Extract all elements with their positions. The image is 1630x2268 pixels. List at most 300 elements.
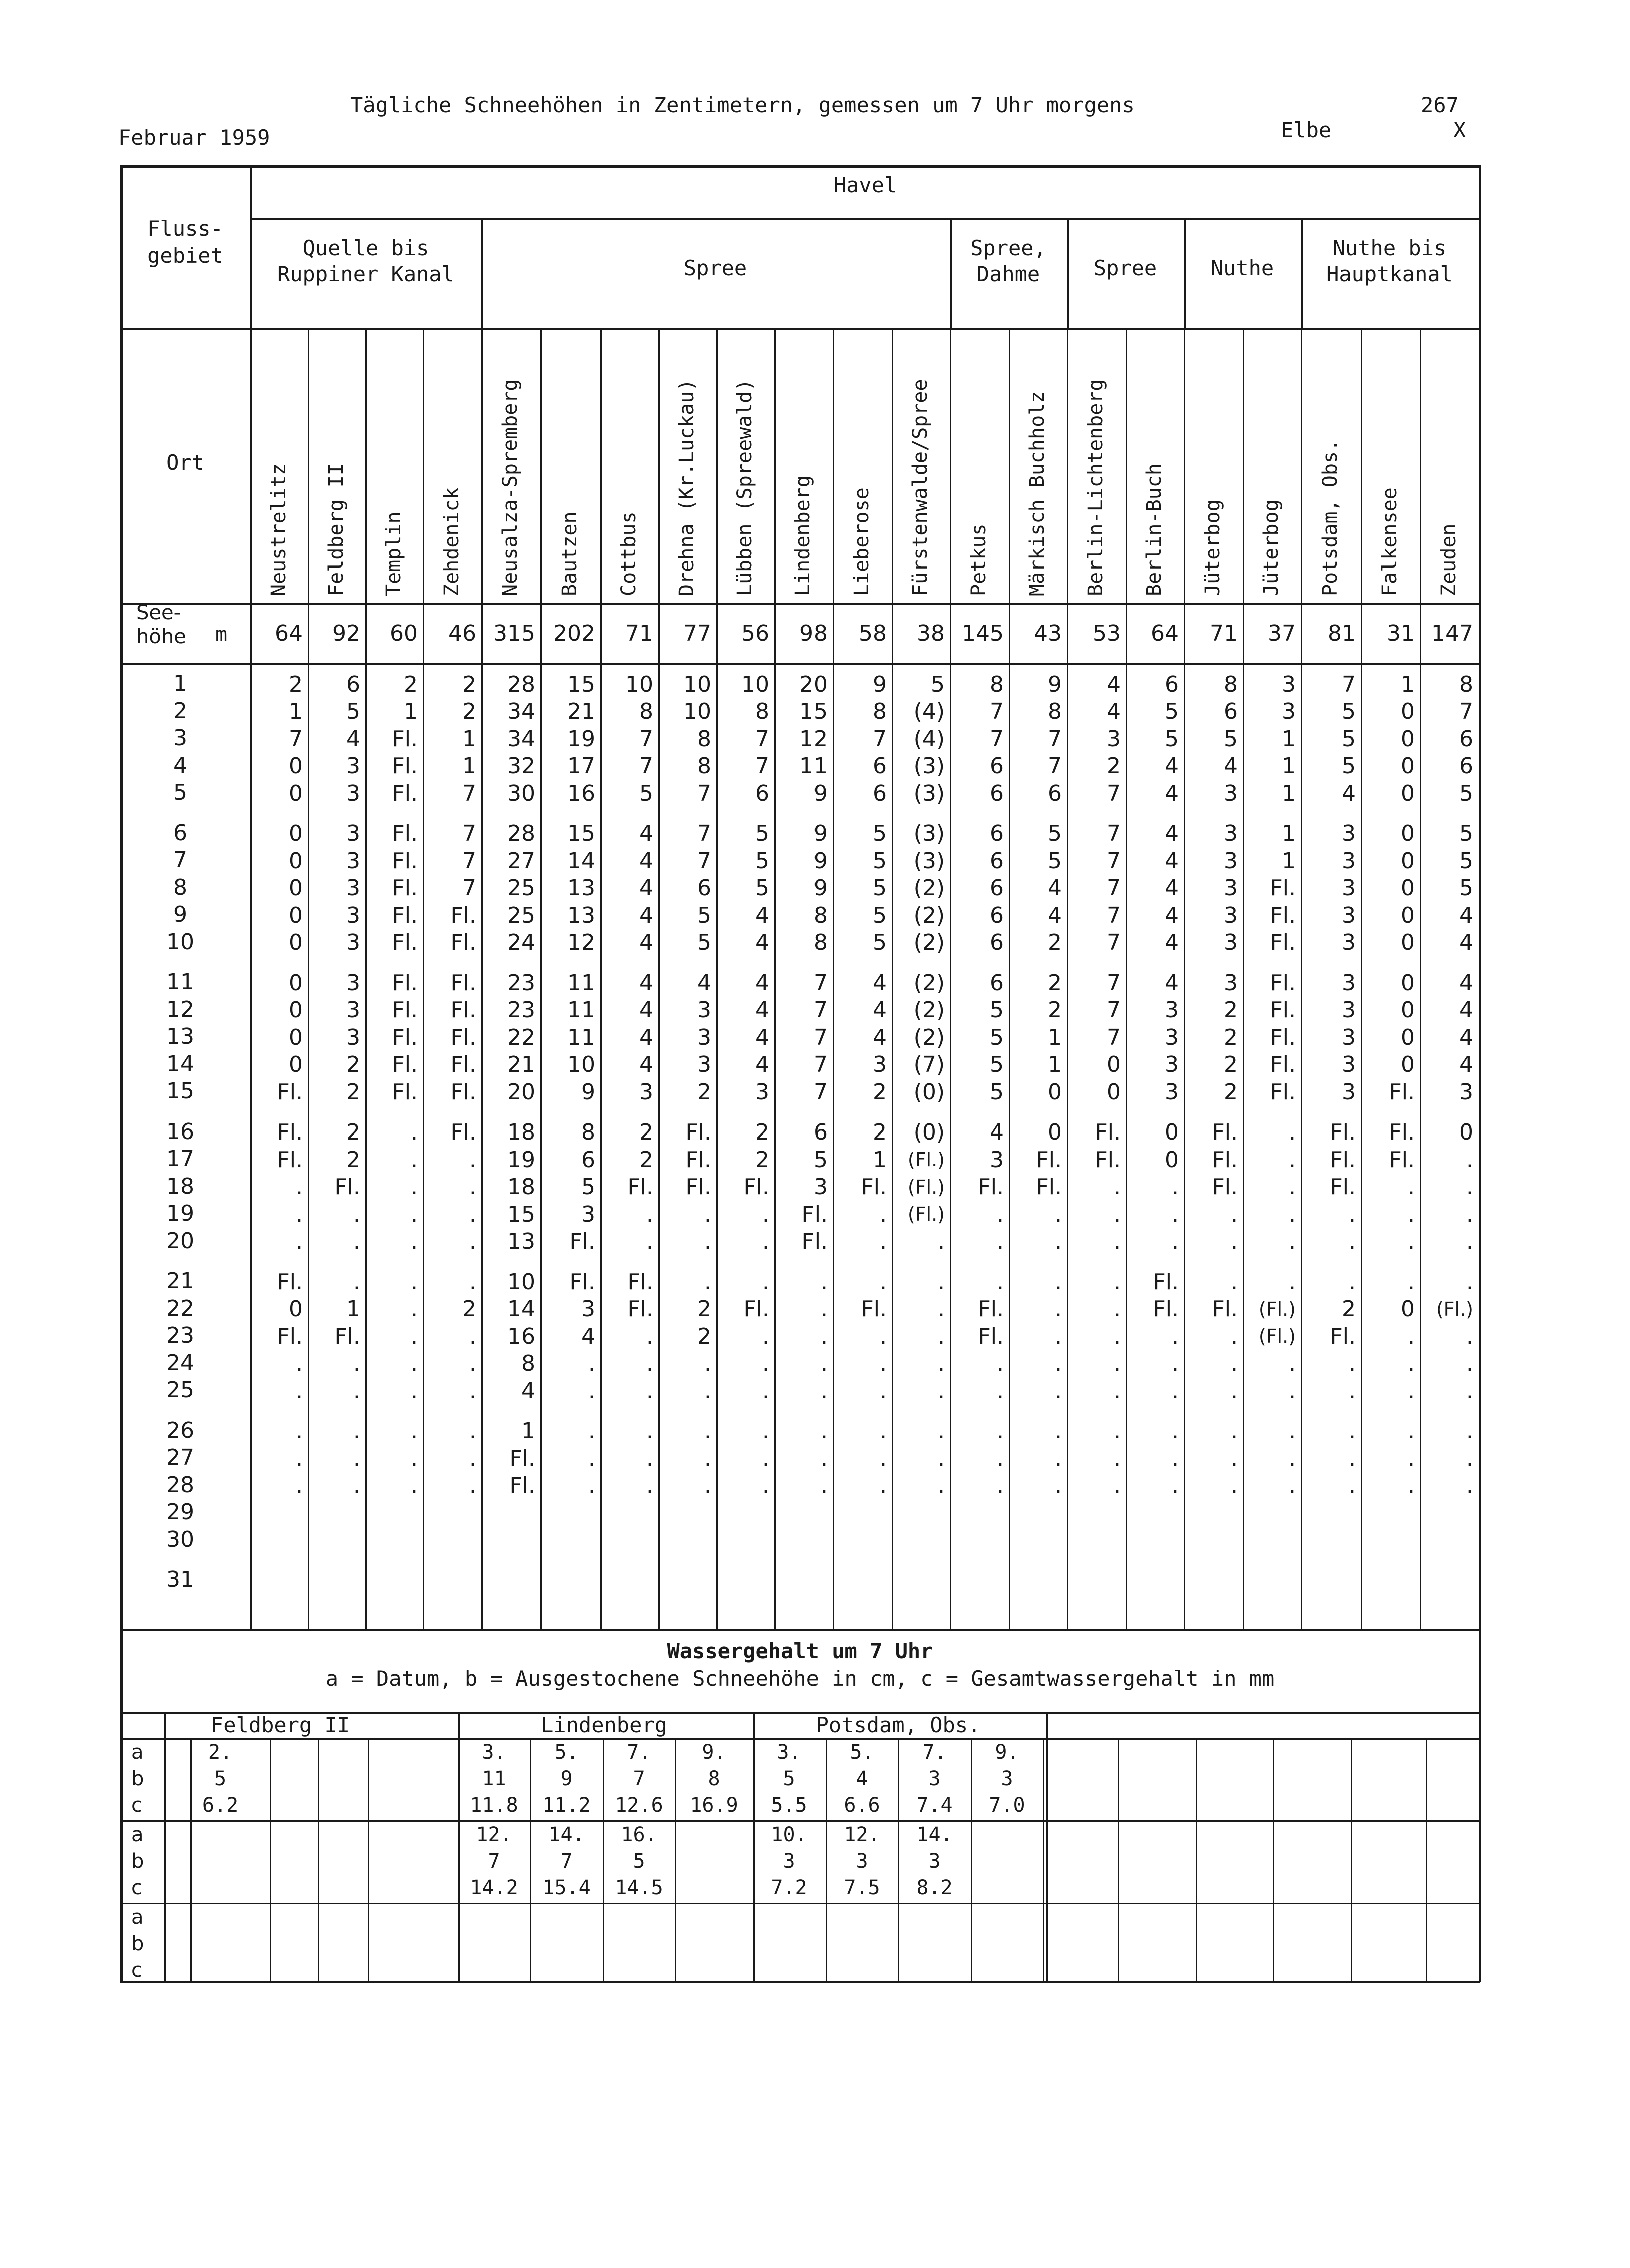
table-cell: 5 — [1342, 699, 1356, 724]
table-cell: . — [296, 1378, 303, 1404]
table-cell: . — [353, 1269, 360, 1295]
rule-line — [1426, 1738, 1427, 1982]
table-cell: 21 — [567, 699, 595, 724]
rule-line — [120, 1981, 1480, 1983]
table-cell: 3 — [1224, 780, 1238, 806]
table-cell: 5 — [873, 875, 887, 901]
table-cell: . — [1114, 1418, 1121, 1444]
table-cell: 7 — [990, 699, 1004, 724]
table-cell: . — [997, 1229, 1004, 1254]
water-cell: 7 — [560, 1850, 573, 1873]
table-cell: 0 — [1048, 1079, 1062, 1105]
table-cell: . — [1408, 1473, 1415, 1498]
table-cell: 2 — [1224, 1079, 1238, 1105]
table-cell: . — [938, 1351, 945, 1376]
water-cell: 3 — [928, 1850, 941, 1873]
table-cell: 3 — [346, 1024, 360, 1050]
table-cell: . — [880, 1269, 887, 1295]
table-cell: 5 — [990, 1024, 1004, 1050]
table-cell: 16 — [507, 1323, 535, 1349]
table-cell: (3) — [913, 780, 945, 806]
table-cell: Fl. — [450, 1024, 476, 1050]
table-cell: . — [646, 1229, 653, 1254]
table-cell: 18 — [507, 1119, 535, 1145]
water-cell: 9. — [702, 1741, 726, 1764]
group-label: Spree, Dahme — [970, 236, 1046, 286]
table-cell: 6 — [1048, 780, 1062, 806]
table-cell: Fl. — [392, 930, 418, 955]
table-cell: 3 — [1342, 1052, 1356, 1077]
group-label: Nuthe — [1210, 256, 1274, 280]
table-cell: 5 — [755, 821, 769, 846]
table-cell: 7 — [1048, 753, 1062, 779]
table-cell: . — [1408, 1445, 1415, 1471]
table-cell: 11 — [799, 753, 828, 779]
table-cell: Fl. — [392, 780, 418, 806]
water-cell: 3 — [928, 1767, 941, 1790]
elevation-value: 60 — [390, 620, 418, 646]
table-cell: . — [1231, 1473, 1238, 1498]
table-cell: 5 — [1165, 699, 1179, 724]
table-cell: . — [469, 1229, 476, 1254]
table-cell: . — [1055, 1445, 1062, 1471]
table-cell: . — [1289, 1269, 1296, 1295]
table-cell: 25 — [507, 875, 535, 901]
table-cell: . — [762, 1418, 769, 1444]
table-cell: . — [411, 1323, 418, 1349]
table-cell: Fl. — [1270, 930, 1296, 955]
table-cell: 4 — [1165, 821, 1179, 846]
table-cell: 6 — [873, 753, 887, 779]
table-cell: 19 — [507, 1147, 535, 1173]
table-cell: Fl. — [509, 1473, 535, 1498]
table-cell: 8 — [1048, 699, 1062, 724]
table-cell: 18 — [507, 1174, 535, 1200]
table-cell: 2 — [1224, 1024, 1238, 1050]
table-cell: . — [821, 1323, 828, 1349]
day-number: 27 — [166, 1445, 194, 1470]
table-cell: Fl. — [277, 1269, 303, 1295]
water-cell: 11.8 — [470, 1794, 518, 1817]
water-cell: 7.4 — [916, 1794, 953, 1817]
table-cell: . — [1349, 1473, 1356, 1498]
table-cell: 2 — [1048, 970, 1062, 996]
table-cell: (Fl.) — [1436, 1298, 1473, 1320]
table-cell: 6 — [990, 875, 1004, 901]
table-cell: . — [997, 1269, 1004, 1295]
water-row-label: a — [131, 1823, 144, 1846]
table-cell: 2 — [289, 671, 303, 697]
table-cell: Fl. — [685, 1174, 711, 1200]
table-cell: . — [411, 1418, 418, 1444]
table-cell: 6 — [990, 780, 1004, 806]
station-name: Jüterbog — [1260, 499, 1283, 596]
table-cell: . — [1289, 1229, 1296, 1254]
table-cell: 0 — [289, 930, 303, 955]
table-cell: 6 — [755, 780, 769, 806]
table-cell: . — [1114, 1473, 1121, 1498]
elevation-value: 64 — [1151, 620, 1179, 646]
table-cell: 3 — [346, 997, 360, 1023]
table-cell: Fl. — [978, 1174, 1004, 1200]
table-cell: . — [1466, 1269, 1473, 1295]
table-cell: . — [1289, 1174, 1296, 1200]
table-cell: 4 — [581, 1323, 595, 1349]
table-cell: (7) — [913, 1052, 945, 1077]
table-cell: (4) — [913, 699, 945, 724]
table-cell: 3 — [1165, 1052, 1179, 1077]
table-cell: 34 — [507, 726, 535, 752]
table-cell: 0 — [1048, 1119, 1062, 1145]
table-cell: 4 — [1459, 997, 1473, 1023]
table-cell: 0 — [1401, 930, 1415, 955]
table-cell: . — [938, 1418, 945, 1444]
rule-line — [120, 328, 1480, 330]
table-cell: 19 — [567, 726, 595, 752]
table-cell: 2 — [346, 1119, 360, 1145]
table-cell: 5 — [755, 875, 769, 901]
table-cell: 5 — [873, 848, 887, 874]
table-cell: 1 — [404, 699, 418, 724]
table-cell: Fl. — [1270, 970, 1296, 996]
table-cell: 7 — [1107, 930, 1121, 955]
table-cell: . — [469, 1201, 476, 1227]
table-cell: . — [411, 1201, 418, 1227]
table-cell: 1 — [462, 753, 476, 779]
table-cell: . — [821, 1418, 828, 1444]
rule-line — [1351, 1738, 1352, 1982]
table-cell: . — [1172, 1323, 1179, 1349]
table-cell: . — [1231, 1229, 1238, 1254]
table-cell: . — [411, 1269, 418, 1295]
table-cell: 3 — [346, 780, 360, 806]
rule-line — [1046, 1712, 1048, 1982]
table-cell: . — [588, 1445, 595, 1471]
table-cell: 4 — [1165, 780, 1179, 806]
rule-line — [120, 165, 123, 1982]
table-cell: . — [1231, 1351, 1238, 1376]
table-cell: (Fl.) — [907, 1203, 945, 1225]
table-cell: 17 — [567, 753, 595, 779]
day-number: 20 — [166, 1228, 194, 1254]
page-number: 267 — [1421, 93, 1459, 117]
table-cell: 1 — [1401, 671, 1415, 697]
table-cell: Fl. — [1389, 1079, 1415, 1105]
table-cell: (3) — [913, 848, 945, 874]
table-cell: Fl. — [685, 1147, 711, 1173]
table-cell: Fl. — [392, 1079, 418, 1105]
table-cell: . — [762, 1473, 769, 1498]
ort-label: Ort — [166, 450, 204, 475]
table-cell: . — [1408, 1418, 1415, 1444]
table-cell: Fl. — [743, 1174, 769, 1200]
table-cell: . — [469, 1323, 476, 1349]
table-cell: 0 — [1401, 699, 1415, 724]
table-cell: 14 — [567, 848, 595, 874]
table-cell: 10 — [683, 699, 711, 724]
seehoehe-label: See- höhe — [136, 601, 186, 648]
table-cell: 10 — [683, 671, 711, 697]
table-cell: . — [646, 1473, 653, 1498]
table-cell: . — [1466, 1323, 1473, 1349]
table-cell: 28 — [507, 821, 535, 846]
water-cell: 9 — [560, 1767, 573, 1790]
table-cell: . — [762, 1229, 769, 1254]
table-cell: . — [880, 1351, 887, 1376]
table-cell: 7 — [813, 1024, 828, 1050]
water-cell: 7.5 — [844, 1876, 880, 1899]
rule-line — [120, 165, 1480, 168]
table-cell: Fl. — [1153, 1296, 1179, 1322]
elevation-value: 71 — [625, 620, 653, 646]
day-number: 18 — [166, 1173, 194, 1199]
table-cell: Fl. — [861, 1296, 887, 1322]
table-cell: . — [1172, 1378, 1179, 1404]
table-cell: . — [762, 1201, 769, 1227]
table-cell: (0) — [913, 1119, 945, 1145]
table-cell: . — [1055, 1473, 1062, 1498]
table-cell: 2 — [873, 1079, 887, 1105]
table-cell: 20 — [799, 671, 828, 697]
table-cell: Fl. — [509, 1445, 535, 1471]
rule-line — [318, 1738, 319, 1982]
rule-line — [164, 1712, 166, 1982]
station-name: Neustrelitz — [267, 463, 290, 596]
table-cell: 3 — [697, 1052, 711, 1077]
table-cell: Fl. — [392, 848, 418, 874]
station-name: Berlin-Buch — [1143, 463, 1166, 596]
table-cell: Fl. — [1212, 1147, 1238, 1173]
table-cell: . — [1349, 1418, 1356, 1444]
table-cell: 4 — [873, 1024, 887, 1050]
table-cell: 22 — [507, 1024, 535, 1050]
table-cell: 7 — [1107, 875, 1121, 901]
table-cell: 0 — [1401, 997, 1415, 1023]
day-number: 25 — [166, 1377, 194, 1403]
table-cell: 2 — [697, 1079, 711, 1105]
table-cell: . — [880, 1418, 887, 1444]
table-cell: . — [997, 1418, 1004, 1444]
day-number: 31 — [166, 1567, 194, 1592]
table-cell: 6 — [1165, 671, 1179, 697]
table-cell: 9 — [813, 875, 828, 901]
table-cell: Fl. — [334, 1323, 360, 1349]
table-cell: 5 — [873, 902, 887, 928]
table-cell: (2) — [913, 997, 945, 1023]
table-cell: (3) — [913, 753, 945, 779]
water-cell: 7 — [488, 1850, 500, 1873]
table-cell: . — [469, 1445, 476, 1471]
table-cell: 7 — [1107, 997, 1121, 1023]
table-cell: . — [1408, 1174, 1415, 1200]
table-cell: 5 — [697, 930, 711, 955]
rule-line — [120, 1820, 1480, 1822]
table-cell: 8 — [873, 699, 887, 724]
table-cell: . — [646, 1323, 653, 1349]
table-cell: 2 — [697, 1323, 711, 1349]
table-cell: Fl. — [392, 726, 418, 752]
table-cell: . — [1172, 1351, 1179, 1376]
table-cell: 15 — [567, 821, 595, 846]
table-cell: 32 — [507, 753, 535, 779]
table-cell: . — [353, 1473, 360, 1498]
table-cell: 1 — [1048, 1052, 1062, 1077]
table-cell: . — [1466, 1445, 1473, 1471]
elevation-value: 92 — [332, 620, 360, 646]
table-cell: Fl. — [450, 930, 476, 955]
water-cell: 11 — [482, 1767, 506, 1790]
rule-line — [120, 663, 1480, 665]
water-row-label: c — [131, 1959, 142, 1982]
table-cell: . — [938, 1378, 945, 1404]
elevation-value: 77 — [683, 620, 711, 646]
table-cell: . — [762, 1378, 769, 1404]
table-cell: . — [411, 1378, 418, 1404]
table-cell: . — [469, 1378, 476, 1404]
station-name: Lindenberg — [791, 475, 814, 596]
table-cell: . — [296, 1473, 303, 1498]
table-cell: 5 — [755, 848, 769, 874]
table-cell: Fl. — [1270, 1024, 1296, 1050]
table-cell: 0 — [1401, 1024, 1415, 1050]
rule-line — [120, 1903, 1480, 1904]
table-cell: 5 — [1165, 726, 1179, 752]
table-cell: 23 — [507, 970, 535, 996]
table-cell: 0 — [289, 997, 303, 1023]
table-cell: 5 — [697, 902, 711, 928]
table-cell: 4 — [1224, 753, 1238, 779]
table-cell: 5 — [873, 821, 887, 846]
water-cell: 3. — [777, 1741, 801, 1764]
station-name: Cottbus — [617, 511, 640, 596]
table-cell: . — [1466, 1418, 1473, 1444]
table-cell: 7 — [755, 753, 769, 779]
table-cell: . — [353, 1229, 360, 1254]
table-cell: . — [1466, 1147, 1473, 1173]
table-cell: 0 — [289, 821, 303, 846]
table-cell: (3) — [913, 821, 945, 846]
table-cell: 0 — [1401, 821, 1415, 846]
station-name: Jüterbog — [1201, 499, 1224, 596]
day-number: 12 — [166, 996, 194, 1022]
water-row-label: b — [131, 1767, 144, 1790]
table-cell: Fl. — [743, 1296, 769, 1322]
table-cell: 3 — [639, 1079, 653, 1105]
table-cell: Fl. — [627, 1296, 653, 1322]
table-cell: 3 — [1165, 1079, 1179, 1105]
table-cell: 5 — [1459, 848, 1473, 874]
table-cell: Fl. — [1330, 1119, 1356, 1145]
table-cell: . — [762, 1269, 769, 1295]
table-cell: . — [1349, 1378, 1356, 1404]
rule-line — [1273, 1738, 1274, 1982]
table-cell: . — [821, 1296, 828, 1322]
day-number: 17 — [166, 1146, 194, 1172]
table-cell: 6 — [990, 930, 1004, 955]
water-cell: 14.2 — [470, 1876, 518, 1899]
table-cell: 2 — [755, 1119, 769, 1145]
table-cell: . — [353, 1378, 360, 1404]
table-cell: 3 — [346, 930, 360, 955]
water-station-label: Potsdam, Obs. — [816, 1713, 981, 1737]
table-cell: . — [353, 1445, 360, 1471]
table-cell: 3 — [581, 1201, 595, 1227]
group-label: Quelle bis Ruppiner Kanal — [277, 236, 454, 286]
water-cell: 8 — [708, 1767, 720, 1790]
table-cell: . — [704, 1445, 711, 1471]
table-cell: 8 — [1224, 671, 1238, 697]
table-cell: . — [821, 1351, 828, 1376]
table-cell: . — [880, 1229, 887, 1254]
table-cell: 7 — [873, 726, 887, 752]
table-cell: Fl. — [627, 1174, 653, 1200]
table-cell: . — [296, 1418, 303, 1444]
table-cell: . — [1114, 1296, 1121, 1322]
station-name: Neusalza-Spremberg — [499, 379, 522, 596]
table-cell: . — [938, 1229, 945, 1254]
table-cell: 3 — [346, 970, 360, 996]
table-cell: . — [1289, 1378, 1296, 1404]
table-cell: 5 — [990, 1079, 1004, 1105]
table-cell: (2) — [913, 902, 945, 928]
table-cell: 24 — [507, 930, 535, 955]
table-cell: (2) — [913, 875, 945, 901]
table-cell: . — [997, 1201, 1004, 1227]
table-cell: 3 — [346, 848, 360, 874]
table-cell: . — [1172, 1473, 1179, 1498]
day-number: 7 — [173, 847, 187, 873]
table-cell: 11 — [567, 970, 595, 996]
day-number: 23 — [166, 1323, 194, 1348]
table-cell: 2 — [1224, 1052, 1238, 1077]
station-name: Templin — [382, 511, 405, 596]
elevation-value: 98 — [799, 620, 828, 646]
day-number: 13 — [166, 1024, 194, 1049]
water-cell: 12. — [476, 1823, 512, 1846]
table-cell: 8 — [813, 930, 828, 955]
table-cell: 5 — [1459, 780, 1473, 806]
table-cell: (Fl.) — [907, 1149, 945, 1171]
table-cell: 3 — [1224, 821, 1238, 846]
table-cell: 0 — [1401, 780, 1415, 806]
table-cell: Fl. — [334, 1174, 360, 1200]
table-cell: . — [1055, 1378, 1062, 1404]
table-cell: 7 — [1107, 780, 1121, 806]
table-cell: 4 — [1459, 1052, 1473, 1077]
table-cell: 4 — [639, 930, 653, 955]
water-cell: 5. — [850, 1741, 874, 1764]
day-number: 10 — [166, 929, 194, 955]
table-cell: . — [1466, 1201, 1473, 1227]
table-cell: 0 — [1459, 1119, 1473, 1145]
elevation-value: 202 — [553, 620, 595, 646]
group-label: Nuthe bis Hauptkanal — [1326, 236, 1453, 286]
table-cell: 0 — [289, 848, 303, 874]
table-cell: . — [938, 1296, 945, 1322]
table-cell: . — [469, 1473, 476, 1498]
table-cell: 23 — [507, 997, 535, 1023]
table-cell: 0 — [289, 780, 303, 806]
table-cell: 3 — [813, 1174, 828, 1200]
table-cell: . — [296, 1174, 303, 1200]
day-number: 24 — [166, 1350, 194, 1376]
station-name: Petkus — [967, 523, 990, 596]
table-cell: 2 — [639, 1147, 653, 1173]
table-cell: 2 — [462, 1296, 476, 1322]
table-cell: Fl. — [392, 1052, 418, 1077]
table-cell: . — [296, 1229, 303, 1254]
table-cell: 21 — [507, 1052, 535, 1077]
